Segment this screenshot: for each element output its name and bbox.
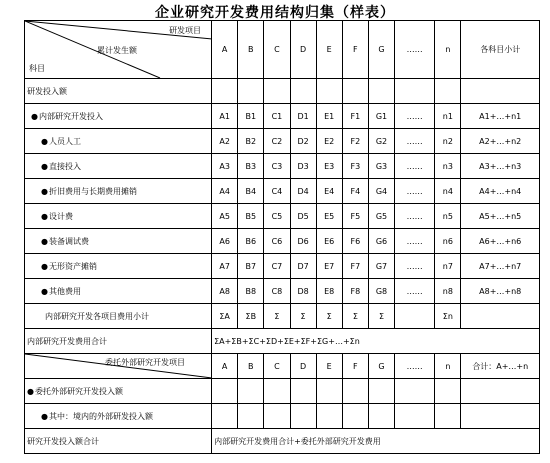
table-cell: E3: [316, 154, 342, 179]
external-domestic-label: 其中：境内的外部研发投入额: [48, 411, 153, 421]
project-col-header: D: [290, 21, 316, 79]
table-cell: G3: [368, 154, 394, 179]
table-cell: G7: [368, 254, 394, 279]
table-cell: F6: [342, 229, 368, 254]
total-cell: 合计：A+…+n: [461, 354, 540, 379]
table-row: [25, 154, 540, 179]
table-cell: B3: [238, 154, 264, 179]
row-label-cell: [25, 204, 212, 229]
table-cell: ……: [395, 279, 435, 304]
table-cell: F3: [342, 154, 368, 179]
external-label: 委托外部研究开发投入额: [34, 386, 123, 396]
table-cell: A6: [212, 229, 238, 254]
section-label: 研发投入额: [25, 79, 212, 104]
project-col-header: A: [212, 354, 238, 379]
table-cell: C7: [264, 254, 290, 279]
table-cell: n6: [435, 229, 461, 254]
table-cell: A5: [212, 204, 238, 229]
table-cell: A3: [212, 154, 238, 179]
table-cell: n5: [435, 204, 461, 229]
total-cell: [461, 304, 540, 329]
project-col-header: E: [316, 354, 342, 379]
table-cell: n3: [435, 154, 461, 179]
table-cell: Σ: [342, 304, 368, 329]
row-label: 设计费: [48, 211, 73, 221]
external-domestic-label-cell: [25, 404, 212, 429]
table-cell: E6: [316, 229, 342, 254]
total-cell: A7+…+n7: [461, 254, 540, 279]
total-cell: A2+…+n2: [461, 129, 540, 154]
table-cell: Σ: [316, 304, 342, 329]
table-cell: E2: [316, 129, 342, 154]
subject-header-label: 科目: [29, 64, 45, 73]
table-cell: F4: [342, 179, 368, 204]
internal-label: 内部研究开发投入: [38, 111, 103, 121]
row-label: 人员人工: [48, 136, 81, 146]
table-cell: C8: [264, 279, 290, 304]
total-cell: A1+…+n1: [461, 104, 540, 129]
table-row: [25, 279, 540, 304]
table-cell: G8: [368, 279, 394, 304]
table-cell: Σ: [264, 304, 290, 329]
row-label-cell: [25, 254, 212, 279]
table-cell: Σ: [368, 304, 394, 329]
project-header-label: 研发项目: [169, 26, 201, 35]
bullet-icon: ●: [41, 136, 48, 146]
table-cell: A4: [212, 179, 238, 204]
table-cell: E5: [316, 204, 342, 229]
table-cell: ……: [395, 154, 435, 179]
table-cell: D1: [290, 104, 316, 129]
accum-header-label: 累计发生额: [97, 46, 137, 55]
row-label-cell: [25, 229, 212, 254]
bullet-icon: ●: [27, 386, 34, 396]
table-cell: B6: [238, 229, 264, 254]
table-cell: F8: [342, 279, 368, 304]
total-cell: A5+…+n5: [461, 204, 540, 229]
grand-total-value: 内部研究开发费用合计+委托外部研究开发费用: [212, 429, 540, 454]
table-cell: B1: [238, 104, 264, 129]
row-label-cell: [25, 179, 212, 204]
project-col-header: C: [264, 354, 290, 379]
subtotal-label: 内部研究开发各项目费用小计: [25, 304, 212, 329]
external-header-label: 委托外部研究开发项目: [105, 358, 185, 367]
table-cell: ΣA: [212, 304, 238, 329]
row-label: 直接投入: [48, 161, 81, 171]
table-cell: E1: [316, 104, 342, 129]
total-cell: A4+…+n4: [461, 179, 540, 204]
internal-total-row: [25, 329, 540, 354]
row-label: 装备调试费: [48, 236, 89, 246]
table-cell: F7: [342, 254, 368, 279]
project-col-header: ……: [395, 354, 435, 379]
table-cell: E8: [316, 279, 342, 304]
total-cell: A8+…+n8: [461, 279, 540, 304]
table-cell: C1: [264, 104, 290, 129]
table-cell: G4: [368, 179, 394, 204]
bullet-icon: ●: [41, 236, 48, 246]
total-cell: A6+…+n6: [461, 229, 540, 254]
project-col-header: A: [212, 21, 238, 79]
project-col-header: ……: [395, 21, 435, 79]
external-domestic-row: [25, 404, 540, 429]
table-cell: C6: [264, 229, 290, 254]
table-row: [25, 229, 540, 254]
row-label-cell: [25, 154, 212, 179]
table-cell: G5: [368, 204, 394, 229]
table-cell: G2: [368, 129, 394, 154]
table-cell: ……: [395, 204, 435, 229]
table-cell: G6: [368, 229, 394, 254]
table-cell: F5: [342, 204, 368, 229]
table-cell: B7: [238, 254, 264, 279]
table-cell: Σ: [290, 304, 316, 329]
table-cell: [395, 304, 435, 329]
bullet-icon: ●: [41, 161, 48, 171]
table-cell: A7: [212, 254, 238, 279]
table-cell: F1: [342, 104, 368, 129]
bullet-icon: ●: [41, 261, 48, 271]
project-col-header: G: [368, 21, 394, 79]
table-cell: D7: [290, 254, 316, 279]
table-row: [25, 254, 540, 279]
table-header-row: [25, 21, 540, 79]
table-row: [25, 129, 540, 154]
page-title: 企业研究开发费用结构归集（样表）: [155, 5, 395, 21]
table-cell: n4: [435, 179, 461, 204]
project-col-header: G: [368, 354, 394, 379]
table-cell: ……: [395, 254, 435, 279]
table-cell: C4: [264, 179, 290, 204]
project-col-header: n: [435, 354, 461, 379]
row-label-cell: [25, 279, 212, 304]
diagonal-header-cell: [25, 21, 212, 79]
project-col-header: B: [238, 354, 264, 379]
project-col-header: D: [290, 354, 316, 379]
table-cell: B2: [238, 129, 264, 154]
bullet-icon: ●: [41, 411, 48, 421]
external-header-row: [25, 354, 540, 379]
row-label: 其他费用: [48, 286, 81, 296]
table-cell: C2: [264, 129, 290, 154]
table-cell: D4: [290, 179, 316, 204]
table-cell: B5: [238, 204, 264, 229]
table-cell: D3: [290, 154, 316, 179]
row-label: 折旧费用与长期费用摊销: [48, 186, 137, 196]
bullet-icon: ●: [41, 211, 48, 221]
table-cell: B4: [238, 179, 264, 204]
external-row: [25, 379, 540, 404]
table-cell: ……: [395, 129, 435, 154]
project-col-header: E: [316, 21, 342, 79]
table-cell: D2: [290, 129, 316, 154]
table-cell: C5: [264, 204, 290, 229]
project-col-header: B: [238, 21, 264, 79]
table-cell: ΣB: [238, 304, 264, 329]
table-cell: B8: [238, 279, 264, 304]
external-header-cell: [25, 354, 212, 379]
table-cell: A1: [212, 104, 238, 129]
table-cell: ……: [395, 179, 435, 204]
table-cell: A8: [212, 279, 238, 304]
internal-total-label: 内部研究开发费用合计: [25, 329, 212, 354]
total-col-header: 各科目小计: [461, 21, 540, 79]
project-col-header: F: [342, 21, 368, 79]
internal-row: [25, 104, 540, 129]
cost-structure-table: [24, 20, 540, 454]
table-row: [25, 204, 540, 229]
table-cell: ……: [395, 104, 435, 129]
row-label-cell: [25, 129, 212, 154]
project-col-header: F: [342, 354, 368, 379]
project-col-header: C: [264, 21, 290, 79]
table-cell: E4: [316, 179, 342, 204]
table-row: [25, 179, 540, 204]
table-cell: D6: [290, 229, 316, 254]
grand-total-label: 研究开发投入额合计: [25, 429, 212, 454]
grand-total-row: [25, 429, 540, 454]
subtotal-row: [25, 304, 540, 329]
table-cell: n7: [435, 254, 461, 279]
bullet-icon: ●: [41, 186, 48, 196]
table-cell: F2: [342, 129, 368, 154]
table-cell: n8: [435, 279, 461, 304]
bullet-icon: ●: [31, 111, 38, 121]
table-cell: C3: [264, 154, 290, 179]
table-cell: D5: [290, 204, 316, 229]
project-col-header: n: [435, 21, 461, 79]
table-cell: E7: [316, 254, 342, 279]
total-cell: A3+…+n3: [461, 154, 540, 179]
table-cell: D8: [290, 279, 316, 304]
bullet-icon: ●: [41, 286, 48, 296]
external-label-cell: [25, 379, 212, 404]
row-label: 无形资产摊销: [48, 261, 97, 271]
table-cell: G1: [368, 104, 394, 129]
table-cell: n2: [435, 129, 461, 154]
table-cell: ……: [395, 229, 435, 254]
internal-label-cell: [25, 104, 212, 129]
table-cell: A2: [212, 129, 238, 154]
section-row: [25, 79, 540, 104]
table-cell: Σn: [435, 304, 461, 329]
table-cell: n1: [435, 104, 461, 129]
internal-total-value: ΣA+ΣB+ΣC+ΣD+ΣE+ΣF+ΣG+…+Σn: [212, 329, 540, 354]
